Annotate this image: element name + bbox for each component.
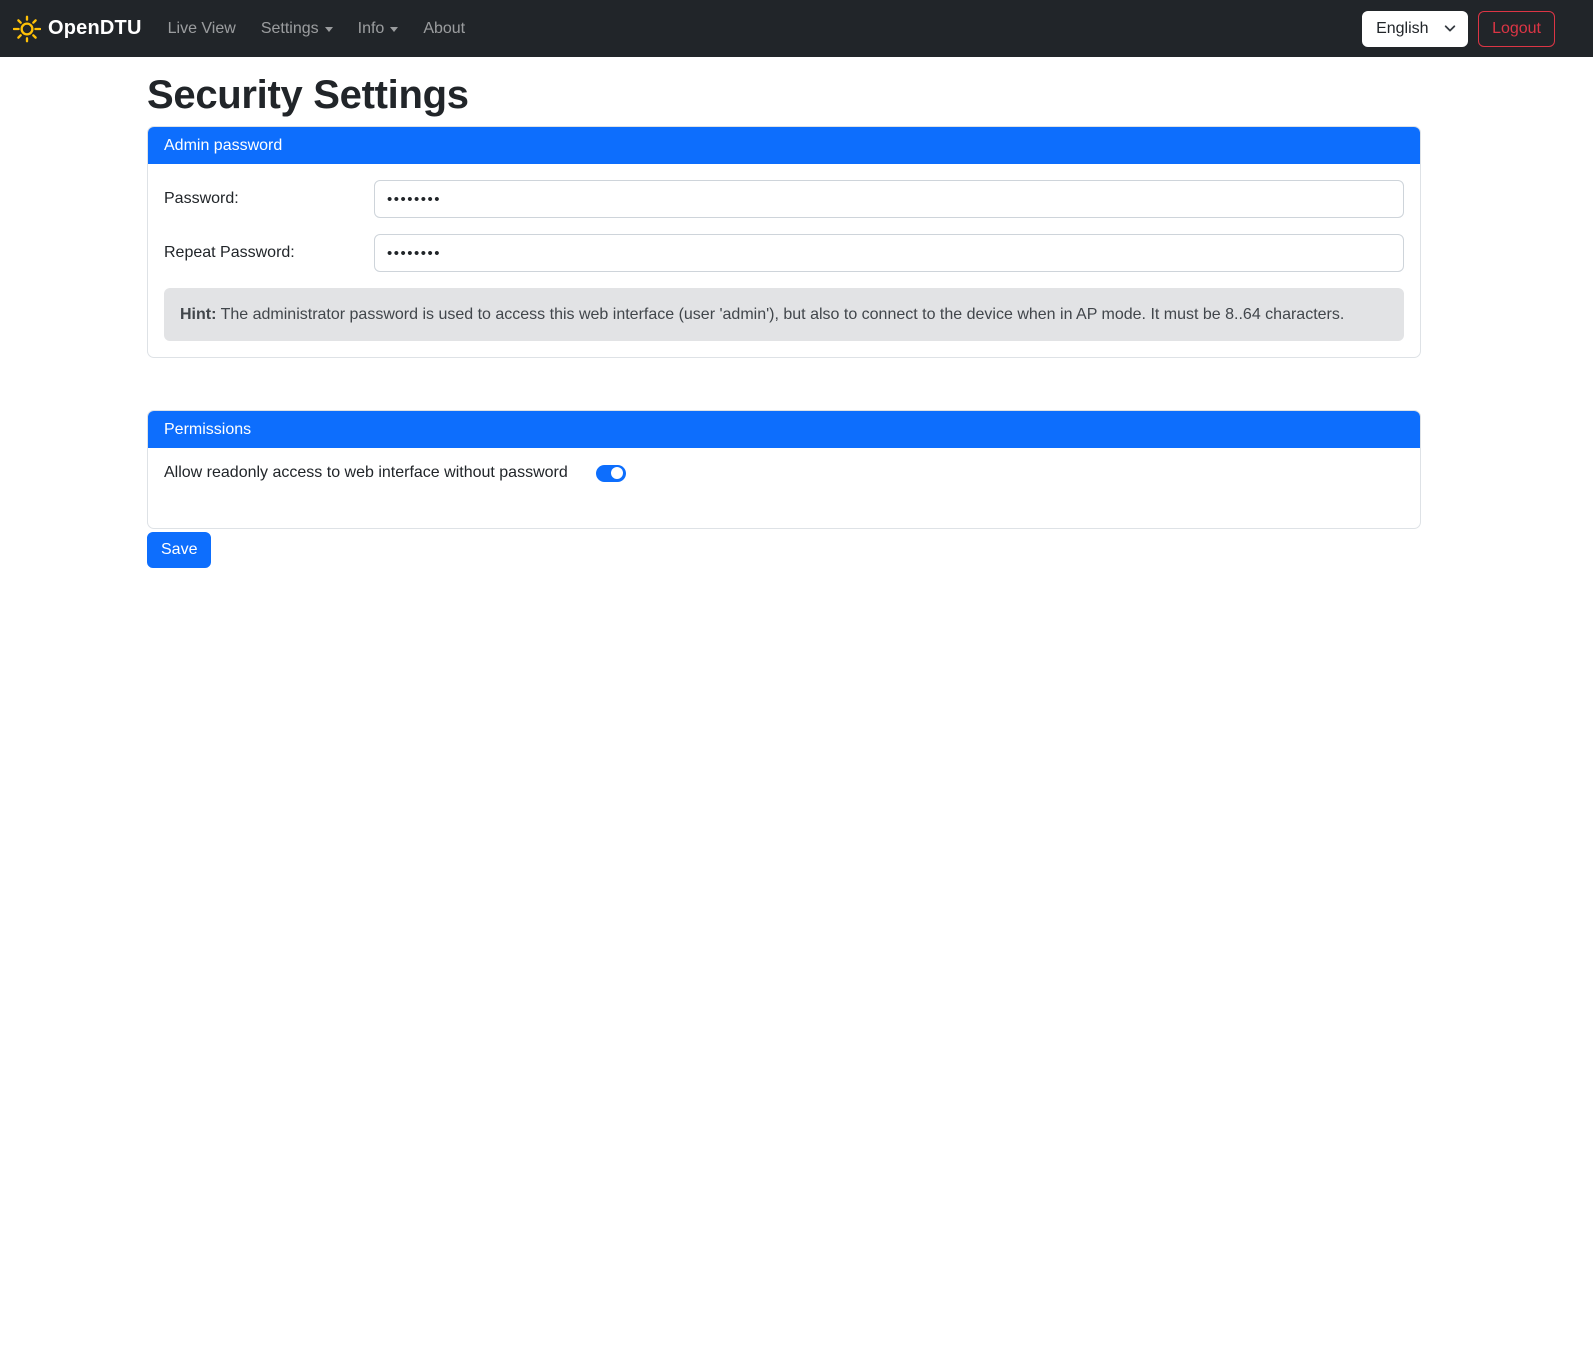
toggle-knob xyxy=(611,467,623,479)
nav-item-about[interactable] xyxy=(415,12,473,46)
sun-icon xyxy=(13,15,41,43)
readonly-access-toggle[interactable] xyxy=(596,465,626,482)
main-content xyxy=(147,73,1421,568)
nav-item-live-view[interactable] xyxy=(160,12,244,46)
admin-password-card-body xyxy=(148,164,1420,357)
repeat-password-row xyxy=(164,234,1404,272)
permissions-card-header: Permissions xyxy=(148,411,1420,448)
page-title: Security Settings xyxy=(147,73,469,117)
permissions-card xyxy=(147,410,1421,529)
readonly-access-row xyxy=(164,464,1404,482)
repeat-password-input[interactable] xyxy=(374,234,1404,272)
password-input[interactable] xyxy=(374,180,1404,218)
nav-item-label: Settings xyxy=(260,19,319,37)
chevron-down-icon xyxy=(325,27,333,32)
navbar xyxy=(0,0,1593,57)
password-label: Password: xyxy=(164,190,239,207)
nav-item-label: Info xyxy=(357,19,385,37)
language-select-wrap xyxy=(1362,11,1468,47)
save-button[interactable]: Save xyxy=(147,532,211,568)
navbar-right xyxy=(1362,11,1555,47)
permissions-card-body xyxy=(148,448,1420,528)
readonly-access-label: Allow readonly access to web interface without password xyxy=(164,464,568,481)
nav-links xyxy=(160,12,483,46)
chevron-down-icon xyxy=(390,27,398,32)
logout-button[interactable]: Logout xyxy=(1478,11,1555,47)
hint-text: The administrator password is used to access this web interface (user 'admin'), but also to connect to the device when in AP mode. It must be 8..64 characters. xyxy=(216,306,1345,323)
admin-password-card-header: Admin password xyxy=(148,127,1420,164)
repeat-password-label: Repeat Password: xyxy=(164,244,295,261)
hint-prefix: Hint: xyxy=(180,306,217,323)
hint-alert xyxy=(164,288,1404,341)
nav-item-settings[interactable] xyxy=(253,12,341,46)
admin-password-card xyxy=(147,126,1421,358)
brand[interactable] xyxy=(13,15,142,43)
password-row xyxy=(164,180,1404,218)
nav-item-label: Live View xyxy=(167,19,236,37)
language-select[interactable] xyxy=(1362,11,1468,47)
nav-item-label: About xyxy=(423,19,466,37)
nav-item-info[interactable] xyxy=(350,12,407,46)
brand-name: OpenDTU xyxy=(48,17,142,39)
